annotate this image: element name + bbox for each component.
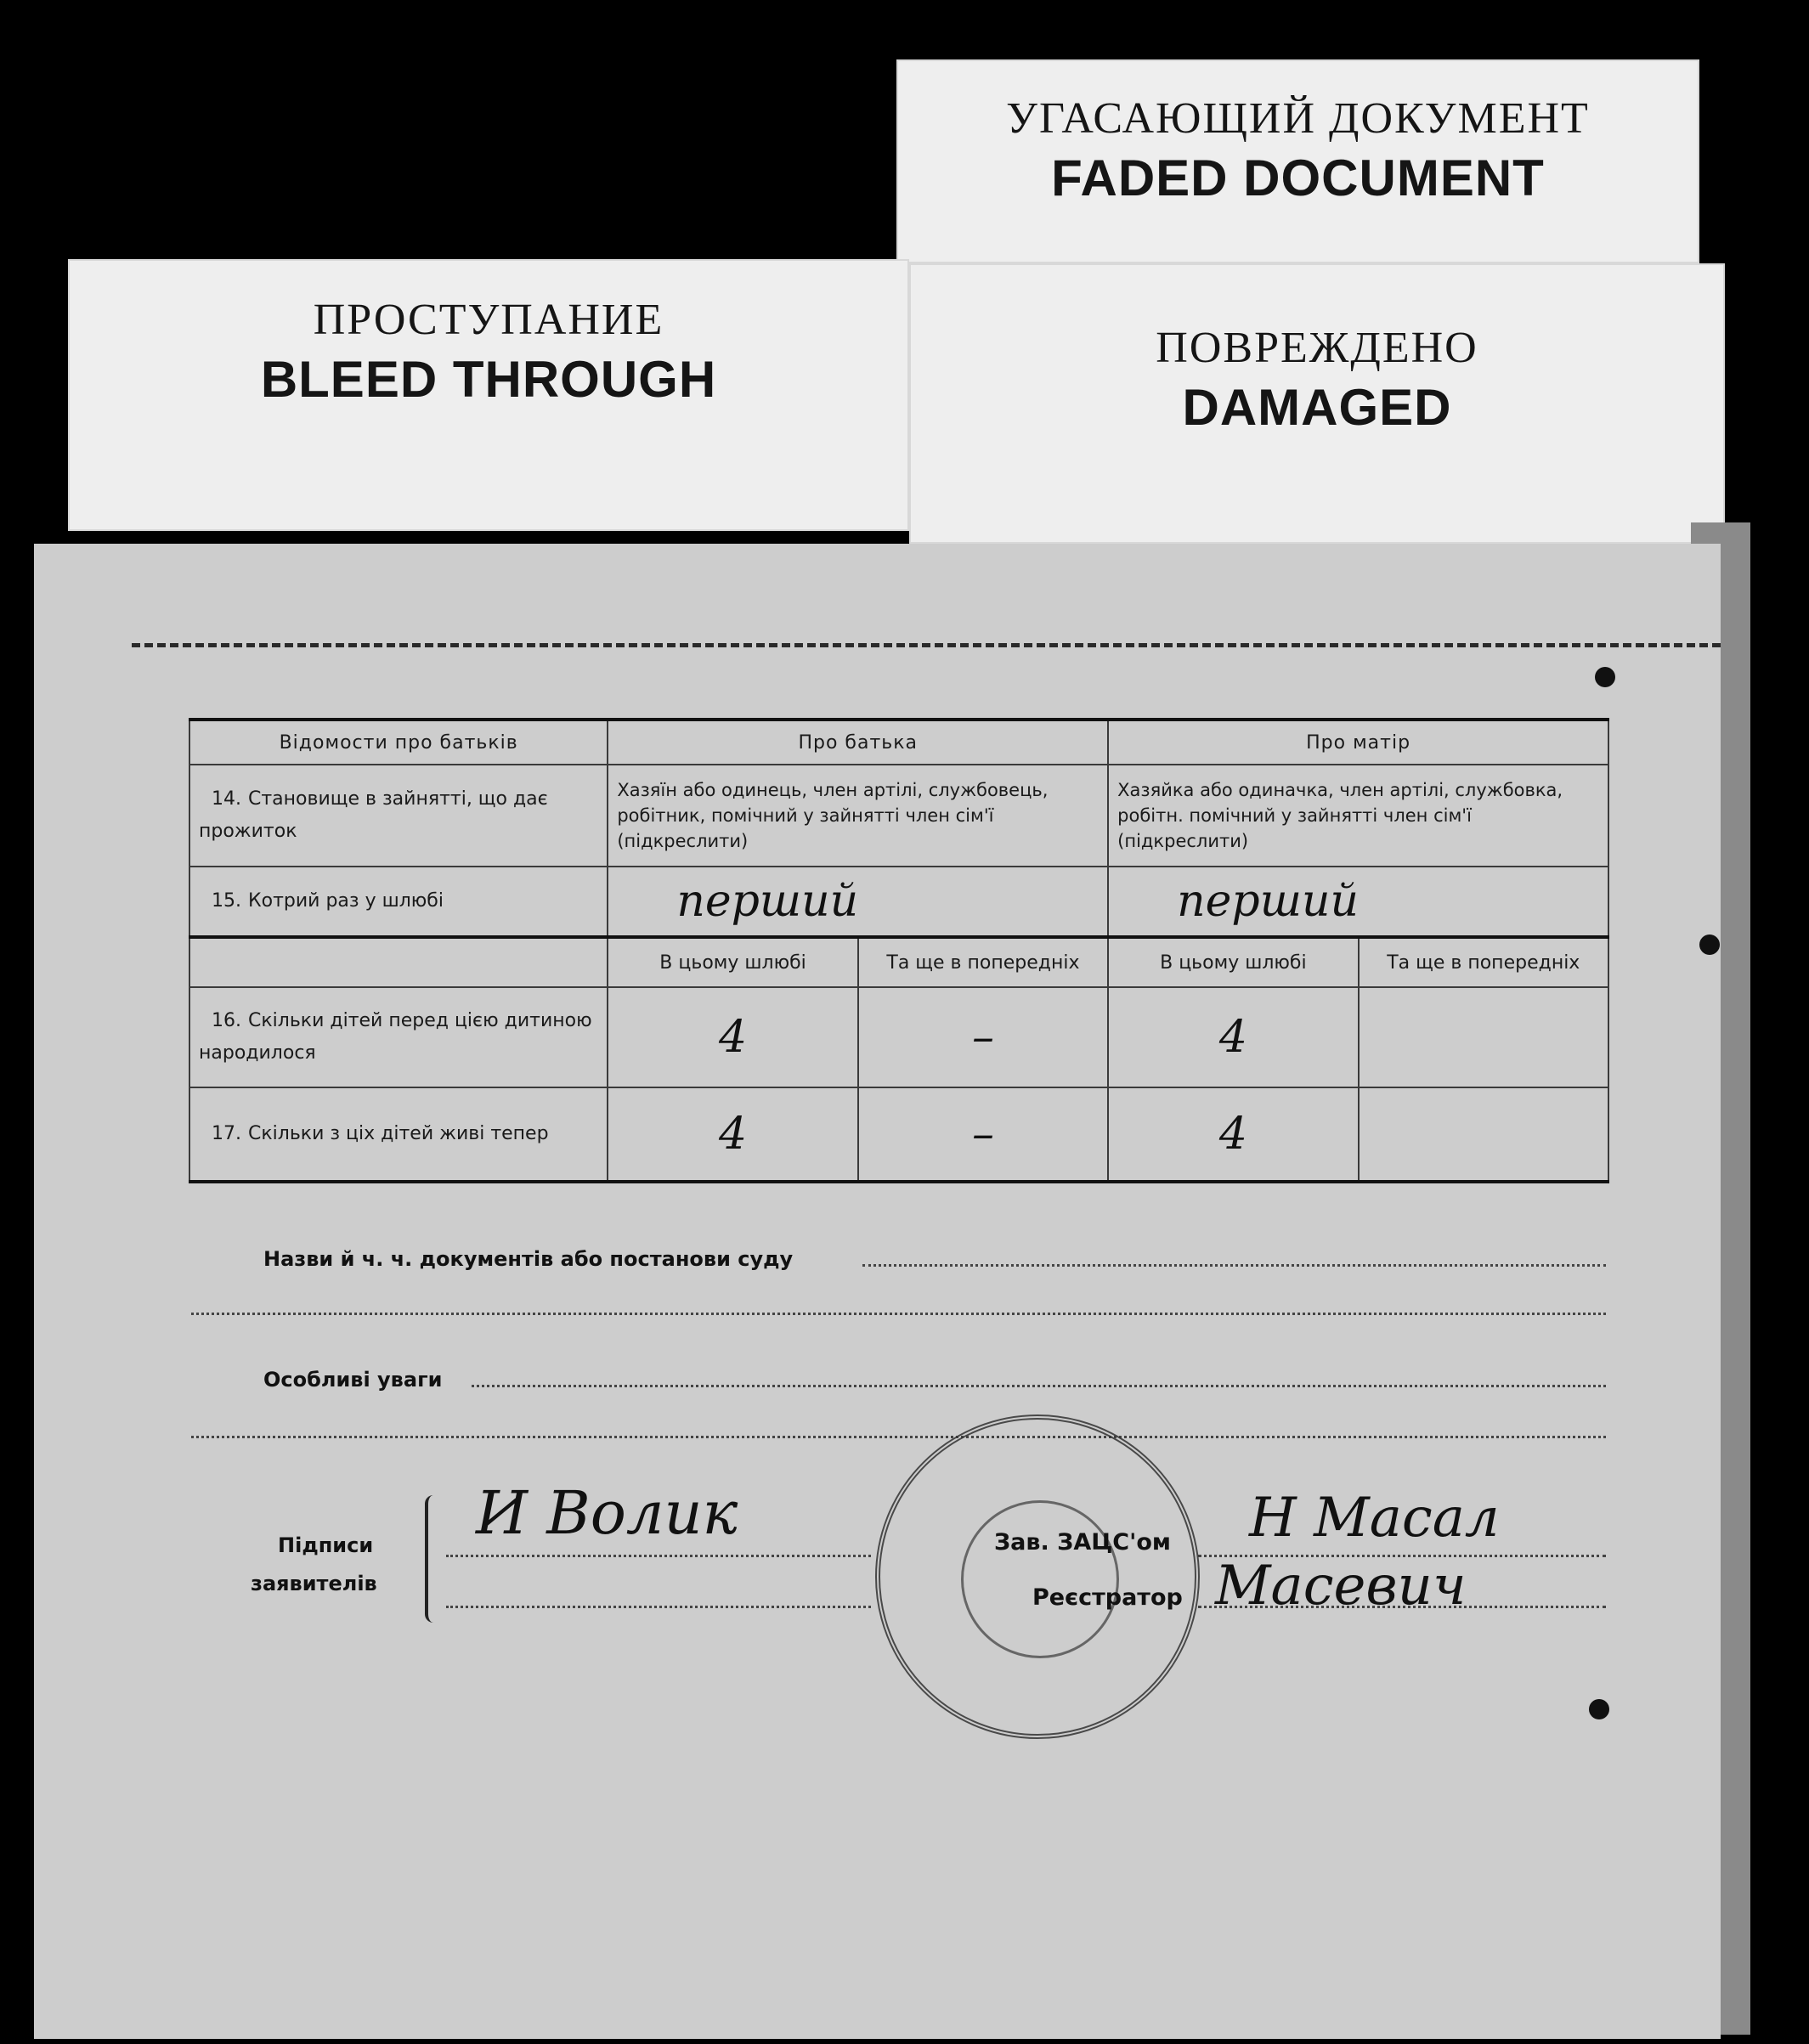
father-previous-header: Та ще в попередніх — [858, 937, 1108, 987]
header-info: Відомости про батьків — [189, 720, 608, 765]
documents-line-2 — [191, 1313, 1606, 1315]
father-marriage-count: перший — [608, 867, 1108, 937]
official-stamp-inner — [961, 1500, 1119, 1658]
mother-children-alive-prev — [1359, 1087, 1608, 1182]
faded-ru-label: УГАСАЮЩИЙ ДОКУМЕНТ — [1006, 94, 1590, 143]
father-children-born-prev: – — [858, 987, 1108, 1087]
row-number: 17. — [212, 1123, 241, 1144]
row-15-label-cell — [189, 867, 608, 937]
documents-label: Назви й ч. ч. документів або постанови суду — [263, 1247, 794, 1271]
mother-occupation-options: Хазяйка або одиначка, член артілі, службовка, робітн. помічний у зайнятті член сім'ї (підкреслити) — [1108, 765, 1608, 867]
row-number: 16. — [212, 1010, 241, 1031]
faded-en-label: FADED DOCUMENT — [1051, 150, 1545, 206]
row-number: 15. — [212, 890, 241, 912]
header-mother: Про матір — [1108, 720, 1608, 765]
bleed-en-label: BLEED THROUGH — [260, 351, 717, 408]
bleed-ru-label: ПРОСТУПАНИЕ — [313, 296, 664, 344]
mother-this-marriage-header: В цьому шлюбі — [1108, 937, 1358, 987]
row-15-label: Котрий раз у шлюбі — [248, 890, 444, 912]
father-children-alive-this: 4 — [608, 1087, 857, 1182]
punch-hole — [1589, 1699, 1609, 1719]
punch-hole — [1595, 667, 1615, 687]
official-stamp — [875, 1414, 1200, 1739]
applicant-signature: И Волик — [476, 1478, 738, 1548]
notes-line-2 — [191, 1436, 1606, 1438]
mother-previous-header: Та ще в попередніх — [1359, 937, 1608, 987]
perforation-line — [132, 643, 1721, 647]
signatures-label-1: Підписи — [278, 1533, 374, 1557]
head-signature: Н Масал — [1249, 1487, 1500, 1550]
record-sheet — [34, 544, 1721, 2039]
damaged-en-label: DAMAGED — [1182, 379, 1452, 436]
head-zags-label: Зав. ЗАЦС'ом — [994, 1529, 1171, 1556]
registrar-signature: Масевич — [1215, 1555, 1467, 1618]
row-16-label-cell — [189, 987, 608, 1087]
row-17-label-cell — [189, 1087, 608, 1182]
punch-hole — [1699, 934, 1720, 955]
registrar-label: Реєстратор — [1032, 1584, 1183, 1611]
subheader-blank — [189, 937, 608, 987]
parents-info-table — [189, 718, 1609, 1183]
father-children-alive-prev: – — [858, 1087, 1108, 1182]
row-14-label: Становище в зайнятті, що дає прожиток — [199, 788, 548, 842]
row-14-label-cell — [189, 765, 608, 867]
notes-line — [472, 1385, 1606, 1387]
signatures-label-2: заявителів — [251, 1572, 377, 1595]
father-children-born-this: 4 — [608, 987, 857, 1087]
damaged-ru-label: ПОВРЕЖДЕНО — [1156, 324, 1478, 372]
damaged-card — [909, 263, 1725, 544]
row-16-label: Скільки дітей перед цією дитиною народилося — [199, 1010, 592, 1064]
applicant-signature-line — [446, 1555, 871, 1557]
row-number: 14. — [212, 788, 241, 810]
signatures-brace — [425, 1495, 442, 1623]
notes-label: Особливі уваги — [263, 1368, 443, 1392]
row-17-label: Скільки з ціх дітей живі тепер — [248, 1123, 549, 1144]
mother-children-alive-this: 4 — [1108, 1087, 1358, 1182]
father-occupation-options: Хазяїн або одинець, член артілі, службовець, робітник, помічний у зайнятті член сім'ї (підкреслити) — [608, 765, 1108, 867]
father-this-marriage-header: В цьому шлюбі — [608, 937, 857, 987]
faded-document-card — [896, 59, 1699, 263]
mother-children-born-this: 4 — [1108, 987, 1358, 1087]
documents-line — [862, 1264, 1606, 1267]
mother-marriage-count: перший — [1108, 867, 1608, 937]
applicant-signature-line-2 — [446, 1606, 871, 1608]
header-father: Про батька — [608, 720, 1108, 765]
mother-children-born-prev — [1359, 987, 1608, 1087]
bleed-through-card — [68, 259, 909, 531]
